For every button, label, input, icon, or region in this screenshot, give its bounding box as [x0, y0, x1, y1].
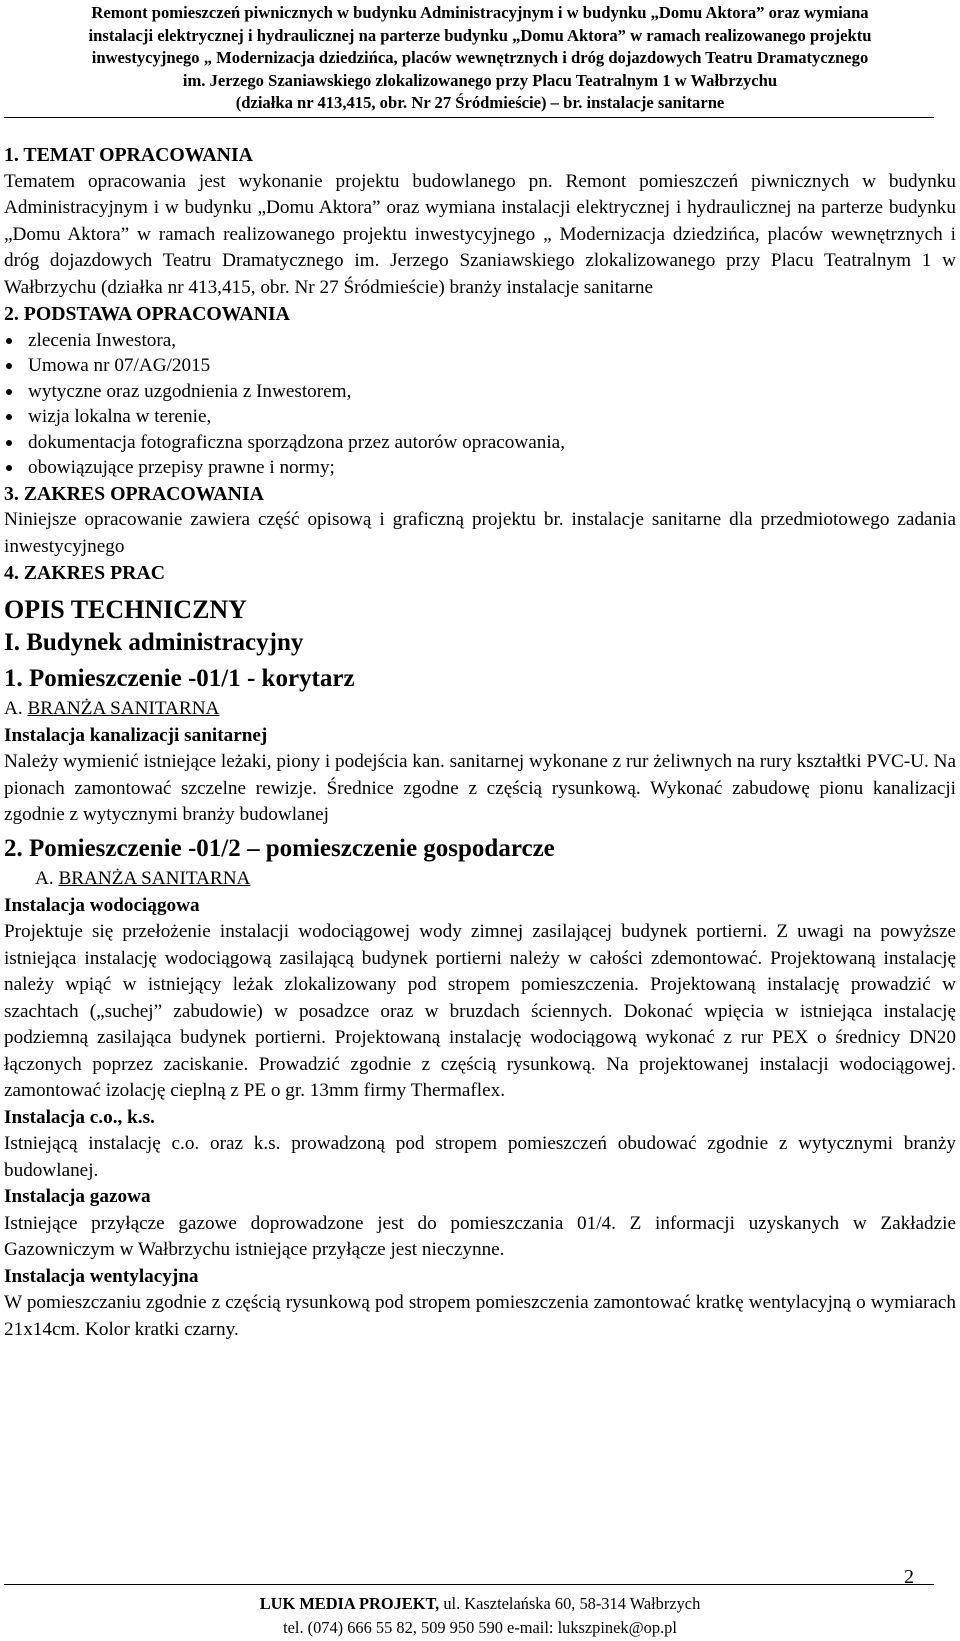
- branch-label: A. BRANŻA SANITARNA: [4, 697, 220, 719]
- section-heading-zakres: 3. ZAKRES OPRACOWANIA: [4, 482, 264, 505]
- bullet-icon: [6, 414, 12, 420]
- opis-title: OPIS TECHNICZNY: [4, 594, 247, 624]
- room-title-01-1: 1. Pomieszczenie -01/1 - korytarz: [4, 664, 355, 692]
- list-item: Umowa nr 07/AG/2015: [4, 353, 956, 379]
- subsection-text: Należy wymienić istniejące leżaki, piony i podejścia kan. sanitarnej wykonane z rur żeliwnych na rury kształtki PVC-U. Na pionach zamontować szczelne rewizje. Średnice zgodne z częścią rysunkową. Wykonać zabudowę pionu kanalizacji zgodnie z wytycznymi branży budowlanej: [4, 751, 956, 825]
- subsection-text: Projektuje się przełożenie instalacji wodociągowej wody zimnej zasilającej budynek portierni. Z uwagi na powyższe istniejąca instalację wodociągową zasilającą budynek portierni należy w całości zdemontować. Projektowaną instalację należy wpiąć w istniejący leżak zlokalizowany pod stropem pomieszczenia. Projektowaną instalację prowadzić w szachtach („suchej” zabudowie) w posadzce oraz w bruzdach ściennych. Dokonać wpięcia w istniejąca instalację podziemną zasilająca budynek portierni. Projektowaną instalację wodociągową wykonać z rur PEX o średnicy DN20 łączonych poprzez zaciskanie. Prowadzić zgodnie z częścią rysunkową. Na projektowanej instalacji wodociągowej. zamontować izolację cieplną z PE o gr. 13mm firmy Thermaflex.: [4, 921, 956, 1101]
- header-line: inwestycyjnego „ Modernizacja dziedzińca, placów wewnętrznych i dróg dojazdowych Teatru Dramatycznego: [91, 48, 869, 68]
- section-heading-podstawa: 2. PODSTAWA OPRACOWANIA: [4, 303, 290, 325]
- subsection-heading: Instalacja c.o., k.s.: [4, 1106, 155, 1128]
- running-header: [4, 2, 956, 115]
- bullet-icon: [6, 363, 12, 369]
- subsection-text: Istniejące przyłącze gazowe doprowadzone jest do pomieszczania 01/4. Z informacji uzyskanych w Zakładzie Gazowniczym w Wałbrzychu istniejące przyłącze jest nieczynne.: [4, 1212, 956, 1260]
- subsection-text: Istniejącą instalację c.o. oraz k.s. prowadzoną pod stropem pomieszczeń obudować zgodnie z wytycznymi branży budowlanej.: [4, 1133, 956, 1181]
- footer-rule: [4, 1584, 934, 1585]
- bullet-icon: [6, 389, 12, 395]
- subsection-heading: Instalacja gazowa: [4, 1186, 151, 1207]
- document-body: [4, 142, 956, 1343]
- subsection-text: W pomieszczaniu zgodnie z częścią rysunkową pod stropem pomieszczenia zamontować kratkę wentylacyjną o wymiarach 21x14cm. Kolor kratki czarny.: [4, 1292, 956, 1340]
- bullet-icon: [6, 440, 12, 446]
- list-item: dokumentacja fotograficzna sporządzona przez autorów opracowania,: [4, 430, 956, 456]
- building-title: I. Budynek administracyjny: [4, 628, 304, 656]
- section-heading-temat: 1. TEMAT OPRACOWANIA: [4, 144, 253, 166]
- bullet-icon: [6, 465, 12, 471]
- page-footer: [0, 1592, 960, 1639]
- header-rule: [4, 117, 934, 118]
- list-item: obowiązujące przepisy prawne i normy;: [4, 455, 956, 481]
- list-item: wytyczne oraz uzgodnienia z Inwestorem,: [4, 379, 956, 405]
- footer-company: LUK MEDIA PROJEKT,: [259, 1594, 440, 1613]
- subsection-heading: Instalacja kanalizacji sanitarnej: [4, 724, 268, 746]
- list-item: zlecenia Inwestora,: [4, 328, 956, 354]
- basis-list: [4, 328, 956, 481]
- page-number: 2: [904, 1566, 914, 1588]
- header-line: (działka nr 413,415, obr. Nr 27 Śródmieście) – br. instalacje sanitarne: [235, 93, 725, 113]
- room-title-01-2: 2. Pomieszczenie -01/2 – pomieszczenie gospodarcze: [4, 834, 555, 862]
- header-line: im. Jerzego Szaniawskiego zlokalizowanego przy Placu Teatralnym 1 w Wałbrzychu: [182, 70, 778, 90]
- subsection-heading: Instalacja wentylacyjna: [4, 1265, 199, 1287]
- branch-label: A. BRANŻA SANITARNA: [35, 867, 251, 889]
- header-line: instalacji elektrycznej i hydraulicznej na parterze budynku „Domu Aktora” w ramach realizowanego projektu: [88, 25, 872, 45]
- section-text-zakres: Niniejsze opracowanie zawiera część opisową i graficzną projektu br. instalacje sanitarne dla przedmiotowego zadania inwestycyjnego: [4, 509, 956, 557]
- list-item: wizja lokalna w terenie,: [4, 404, 956, 430]
- bullet-icon: [6, 338, 12, 344]
- footer-contact: tel. (074) 666 55 82, 509 950 590 e-mail: lukszpinek@op.pl: [283, 1617, 677, 1637]
- subsection-heading: Instalacja wodociągowa: [4, 894, 200, 916]
- section-text-temat: Tematem opracowania jest wykonanie projektu budowlanego pn. Remont pomieszczeń piwnicznych w budynku Administracyjnym i w budynku „Domu Aktora” oraz wymiana instalacji elektrycznej i hydraulicznej na parterze budynku „Domu Aktora” w ramach realizowanego projektu inwestycyjnego „ Modernizacja dziedzińca, placów wewnętrznych i dróg dojazdowych Teatru Dramatycznego im. Jerzego Szaniawskiego zlokalizowanego przy Placu Teatralnym 1 w Wałbrzychu (działka nr 413,415, obr. Nr 27 Śródmieście) branży instalacje sanitarne: [4, 170, 956, 298]
- footer-address-line: [0, 1592, 960, 1616]
- footer-address: ul. Kasztelańska 60, 58-314 Wałbrzych: [439, 1594, 701, 1613]
- section-heading-zakres-prac: 4. ZAKRES PRAC: [4, 562, 166, 584]
- header-line: Remont pomieszczeń piwnicznych w budynku Administracyjnym i w budynku „Domu Aktora” oraz wymiana: [91, 3, 869, 22]
